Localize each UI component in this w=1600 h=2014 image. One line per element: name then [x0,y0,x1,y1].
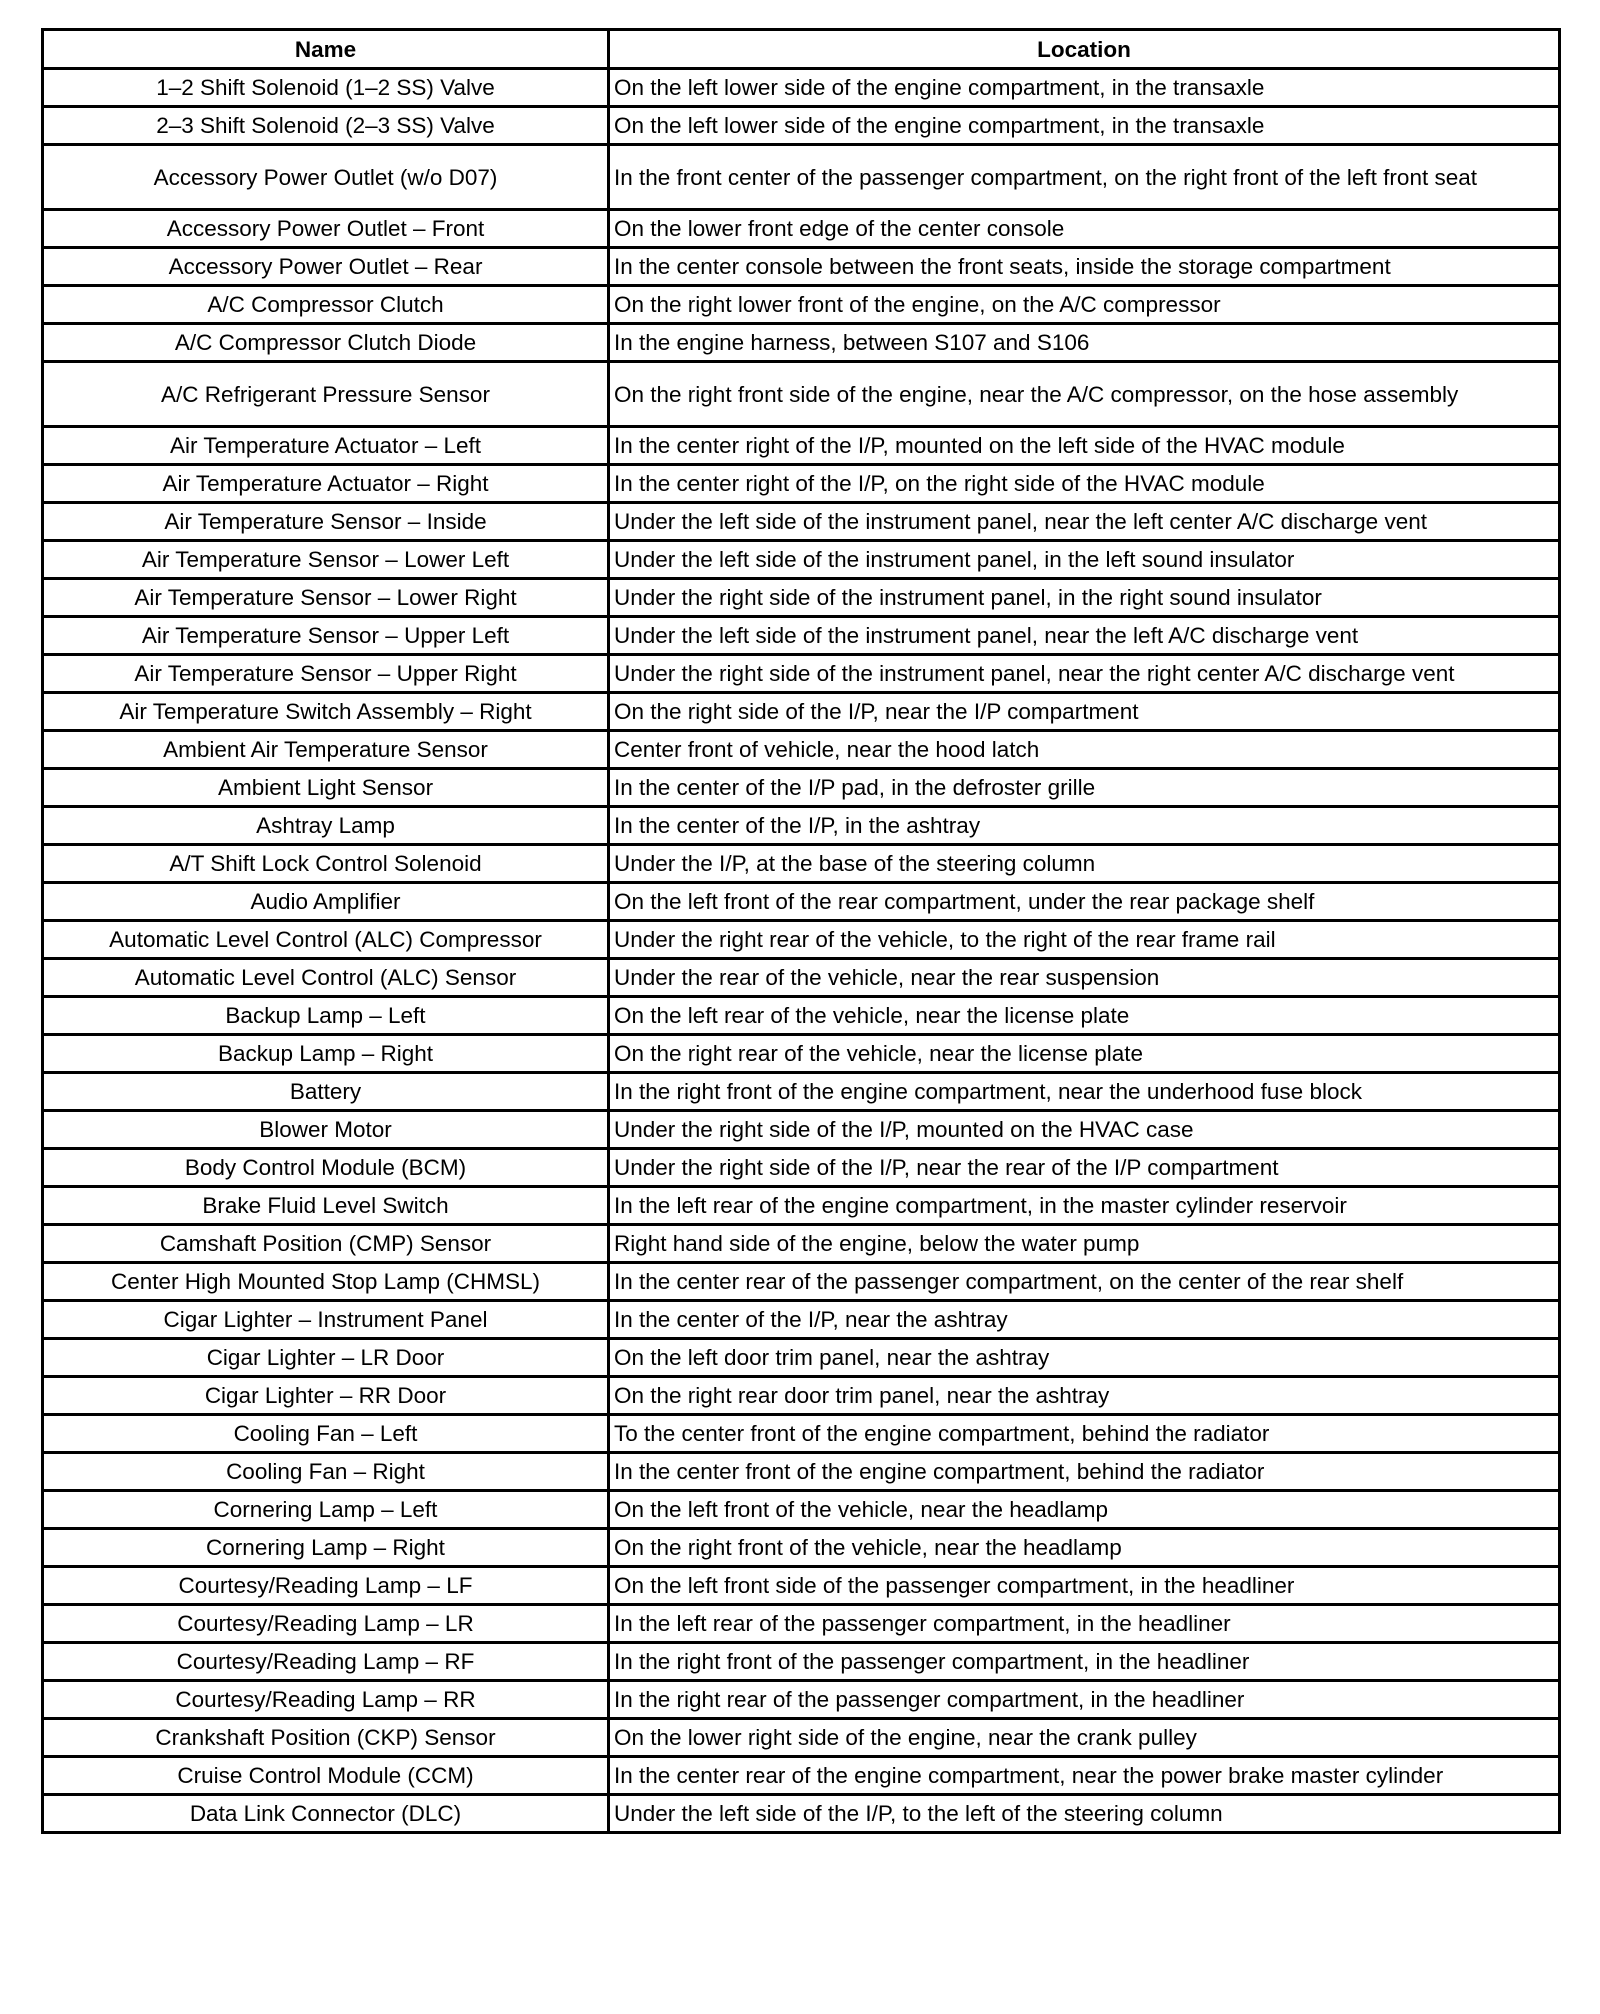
component-location-cell: In the center of the I/P, in the ashtray [609,807,1560,845]
component-location-cell: Under the right rear of the vehicle, to the right of the rear frame rail [609,921,1560,959]
table-row [43,769,1560,807]
component-name-cell: Ashtray Lamp [43,807,609,845]
component-location-cell: In the center right of the I/P, mounted on the left side of the HVAC module [609,427,1560,465]
column-header-location: Location [609,30,1560,69]
table-body [43,69,1560,1833]
table-row [43,693,1560,731]
component-location-cell: On the right rear of the vehicle, near the license plate [609,1035,1560,1073]
component-name-cell: Automatic Level Control (ALC) Compressor [43,921,609,959]
component-name-cell: Body Control Module (BCM) [43,1149,609,1187]
table-row [43,1643,1560,1681]
component-location-cell: In the center right of the I/P, on the right side of the HVAC module [609,465,1560,503]
table-row [43,1339,1560,1377]
table-row [43,1149,1560,1187]
component-name-cell: Air Temperature Actuator – Right [43,465,609,503]
component-name-cell: Air Temperature Sensor – Inside [43,503,609,541]
component-name-cell: 1–2 Shift Solenoid (1–2 SS) Valve [43,69,609,107]
table-row [43,427,1560,465]
table-row [43,921,1560,959]
component-name-cell: Air Temperature Sensor – Lower Left [43,541,609,579]
table-row [43,1605,1560,1643]
table-row [43,145,1560,210]
component-location-cell: In the right front of the passenger compartment, in the headliner [609,1643,1560,1681]
table-row [43,541,1560,579]
component-location-cell: Under the right side of the instrument panel, near the right center A/C discharge vent [609,655,1560,693]
component-location-cell: On the left front of the rear compartment, under the rear package shelf [609,883,1560,921]
component-name-cell: Air Temperature Switch Assembly – Right [43,693,609,731]
component-name-cell: Cooling Fan – Right [43,1453,609,1491]
component-location-cell: In the center front of the engine compartment, behind the radiator [609,1453,1560,1491]
component-name-cell: Air Temperature Actuator – Left [43,427,609,465]
component-location-cell: On the right front side of the engine, near the A/C compressor, on the hose assembly [609,362,1560,427]
component-location-cell: In the engine harness, between S107 and S106 [609,324,1560,362]
component-name-cell: Courtesy/Reading Lamp – RR [43,1681,609,1719]
component-name-cell: Courtesy/Reading Lamp – RF [43,1643,609,1681]
component-name-cell: Accessory Power Outlet (w/o D07) [43,145,609,210]
component-name-cell: Crankshaft Position (CKP) Sensor [43,1719,609,1757]
table-row [43,617,1560,655]
table-row [43,655,1560,693]
table-row [43,1795,1560,1833]
component-name-cell: Accessory Power Outlet – Front [43,210,609,248]
component-location-table [41,28,1561,1834]
table-row [43,1263,1560,1301]
table-row [43,465,1560,503]
component-name-cell: Backup Lamp – Right [43,1035,609,1073]
component-location-cell: On the left rear of the vehicle, near the license plate [609,997,1560,1035]
table-row [43,107,1560,145]
component-location-cell: In the center of the I/P pad, in the defroster grille [609,769,1560,807]
table-row [43,1073,1560,1111]
component-location-cell: In the center console between the front seats, inside the storage compartment [609,248,1560,286]
component-location-cell: On the left front of the vehicle, near the headlamp [609,1491,1560,1529]
component-location-cell: Right hand side of the engine, below the water pump [609,1225,1560,1263]
table-row [43,1719,1560,1757]
component-name-cell: 2–3 Shift Solenoid (2–3 SS) Valve [43,107,609,145]
component-name-cell: Camshaft Position (CMP) Sensor [43,1225,609,1263]
component-location-cell: On the right lower front of the engine, on the A/C compressor [609,286,1560,324]
component-location-cell: Under the rear of the vehicle, near the rear suspension [609,959,1560,997]
component-name-cell: Audio Amplifier [43,883,609,921]
table-row [43,1035,1560,1073]
component-location-cell: Center front of vehicle, near the hood latch [609,731,1560,769]
component-location-cell: On the left lower side of the engine compartment, in the transaxle [609,107,1560,145]
component-location-cell: On the left door trim panel, near the ashtray [609,1339,1560,1377]
component-name-cell: Center High Mounted Stop Lamp (CHMSL) [43,1263,609,1301]
component-location-cell: In the left rear of the passenger compartment, in the headliner [609,1605,1560,1643]
component-name-cell: Ambient Light Sensor [43,769,609,807]
component-name-cell: Backup Lamp – Left [43,997,609,1035]
component-name-cell: Ambient Air Temperature Sensor [43,731,609,769]
table-row [43,1529,1560,1567]
component-location-cell: In the center rear of the passenger compartment, on the center of the rear shelf [609,1263,1560,1301]
table-row [43,1415,1560,1453]
component-name-cell: Cruise Control Module (CCM) [43,1757,609,1795]
component-location-cell: Under the left side of the instrument panel, near the left A/C discharge vent [609,617,1560,655]
component-name-cell: Cigar Lighter – LR Door [43,1339,609,1377]
component-location-cell: On the right front of the vehicle, near the headlamp [609,1529,1560,1567]
component-location-cell: On the right rear door trim panel, near the ashtray [609,1377,1560,1415]
component-name-cell: Brake Fluid Level Switch [43,1187,609,1225]
component-name-cell: Courtesy/Reading Lamp – LR [43,1605,609,1643]
component-location-cell: To the center front of the engine compartment, behind the radiator [609,1415,1560,1453]
table-row [43,1301,1560,1339]
component-name-cell: Cornering Lamp – Right [43,1529,609,1567]
table-row [43,362,1560,427]
component-location-cell: On the lower front edge of the center console [609,210,1560,248]
component-location-cell: Under the right side of the I/P, near the rear of the I/P compartment [609,1149,1560,1187]
component-location-cell: On the lower right side of the engine, near the crank pulley [609,1719,1560,1757]
component-location-cell: Under the left side of the instrument panel, in the left sound insulator [609,541,1560,579]
table-row [43,1225,1560,1263]
table-row [43,1567,1560,1605]
component-name-cell: A/T Shift Lock Control Solenoid [43,845,609,883]
component-location-cell: On the right side of the I/P, near the I/P compartment [609,693,1560,731]
component-location-cell: Under the left side of the instrument panel, near the left center A/C discharge vent [609,503,1560,541]
table-row [43,248,1560,286]
component-name-cell: Courtesy/Reading Lamp – LF [43,1567,609,1605]
component-name-cell: Cigar Lighter – RR Door [43,1377,609,1415]
table-row [43,1757,1560,1795]
component-location-cell: On the left front side of the passenger compartment, in the headliner [609,1567,1560,1605]
component-location-cell: In the front center of the passenger compartment, on the right front of the left front seat [609,145,1560,210]
component-name-cell: Accessory Power Outlet – Rear [43,248,609,286]
table-row [43,1681,1560,1719]
component-name-cell: Automatic Level Control (ALC) Sensor [43,959,609,997]
table-row [43,883,1560,921]
component-name-cell: Cooling Fan – Left [43,1415,609,1453]
component-name-cell: Cigar Lighter – Instrument Panel [43,1301,609,1339]
component-location-cell: On the left lower side of the engine compartment, in the transaxle [609,69,1560,107]
table-row [43,731,1560,769]
table-row [43,1187,1560,1225]
table-row [43,1453,1560,1491]
table-row [43,997,1560,1035]
component-location-cell: In the center of the I/P, near the ashtray [609,1301,1560,1339]
component-location-cell: Under the left side of the I/P, to the left of the steering column [609,1795,1560,1833]
table-row [43,1111,1560,1149]
column-header-name: Name [43,30,609,69]
header-row [43,30,1560,69]
table-row [43,503,1560,541]
component-name-cell: Cornering Lamp – Left [43,1491,609,1529]
table-row [43,69,1560,107]
component-name-cell: Blower Motor [43,1111,609,1149]
table-row [43,807,1560,845]
table-row [43,959,1560,997]
component-name-cell: Data Link Connector (DLC) [43,1795,609,1833]
component-name-cell: Air Temperature Sensor – Upper Right [43,655,609,693]
component-name-cell: Air Temperature Sensor – Lower Right [43,579,609,617]
component-location-cell: Under the I/P, at the base of the steering column [609,845,1560,883]
table-row [43,1377,1560,1415]
component-location-cell: In the left rear of the engine compartment, in the master cylinder reservoir [609,1187,1560,1225]
component-name-cell: A/C Refrigerant Pressure Sensor [43,362,609,427]
table-row [43,210,1560,248]
component-location-cell: In the center rear of the engine compartment, near the power brake master cylinder [609,1757,1560,1795]
component-location-cell: Under the right side of the instrument panel, in the right sound insulator [609,579,1560,617]
component-name-cell: A/C Compressor Clutch [43,286,609,324]
table-row [43,324,1560,362]
component-location-cell: In the right rear of the passenger compartment, in the headliner [609,1681,1560,1719]
component-location-cell: In the right front of the engine compartment, near the underhood fuse block [609,1073,1560,1111]
component-name-cell: Battery [43,1073,609,1111]
component-location-cell: Under the right side of the I/P, mounted on the HVAC case [609,1111,1560,1149]
table-row [43,579,1560,617]
component-name-cell: Air Temperature Sensor – Upper Left [43,617,609,655]
table-row [43,1491,1560,1529]
component-name-cell: A/C Compressor Clutch Diode [43,324,609,362]
table-row [43,845,1560,883]
table-row [43,286,1560,324]
